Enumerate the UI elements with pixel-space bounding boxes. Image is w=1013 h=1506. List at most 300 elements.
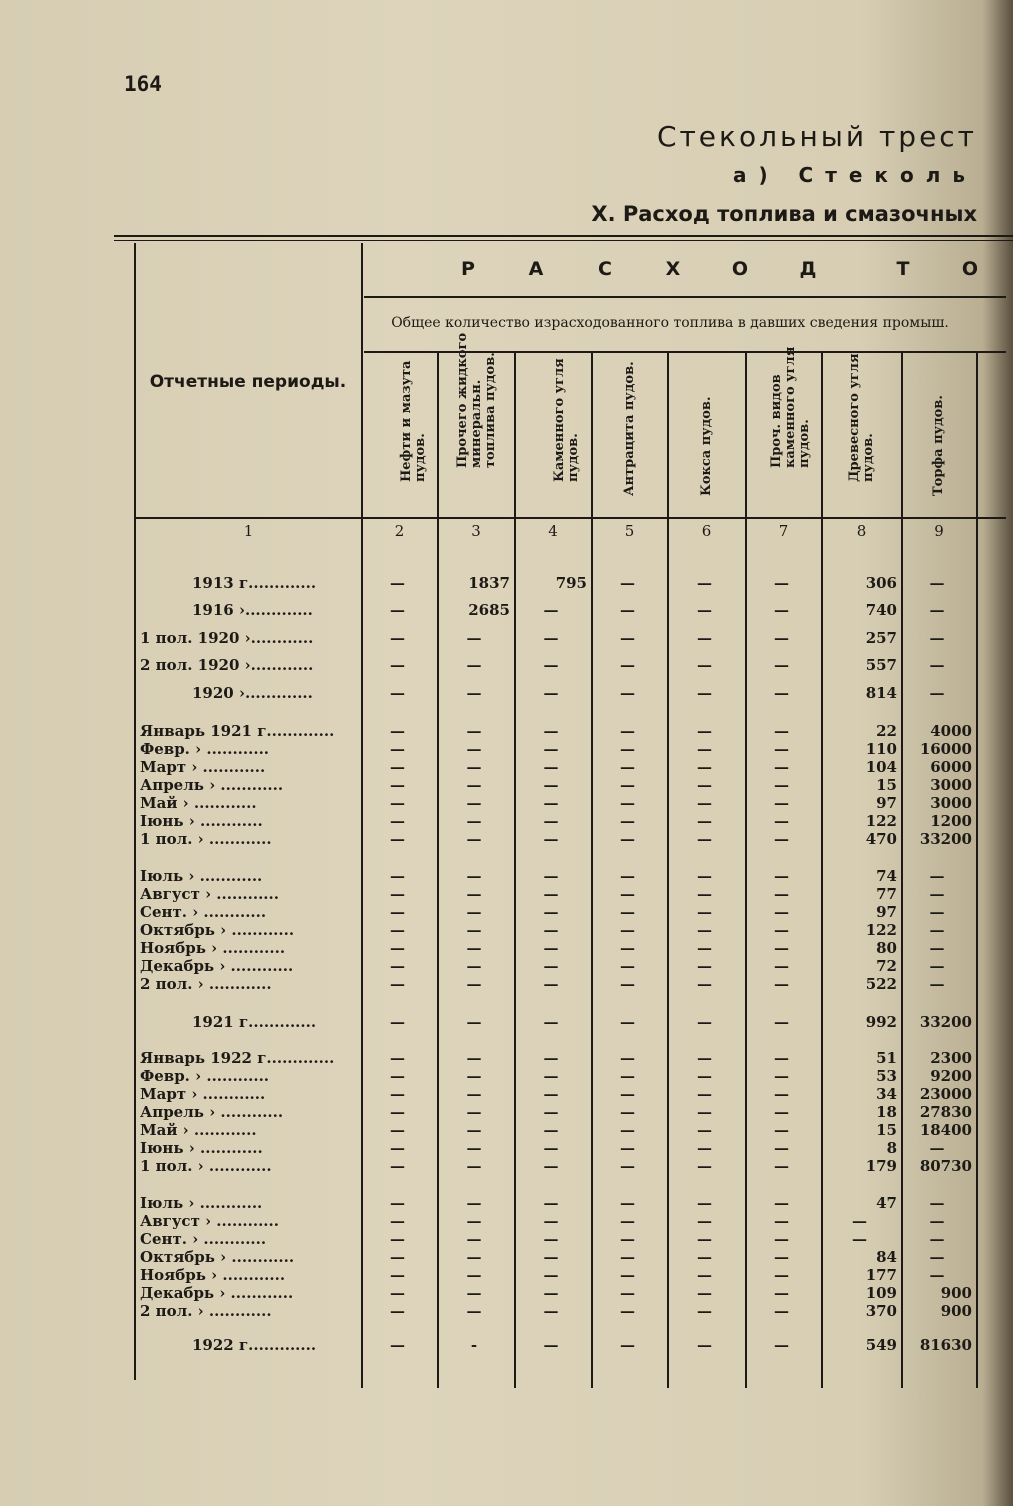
table-cell: — bbox=[620, 830, 635, 848]
table-cell: — bbox=[774, 1284, 789, 1302]
period-label: Май › ............ bbox=[140, 794, 257, 812]
table-cell: — bbox=[543, 629, 559, 647]
table-cell: — bbox=[390, 975, 405, 993]
table-cell: — bbox=[697, 1194, 712, 1212]
period-label: Март › ............ bbox=[140, 1085, 266, 1103]
top-double-rule bbox=[114, 235, 1013, 237]
column-heading: Проч. видов каменного угля пудов. bbox=[768, 346, 812, 468]
table-cell: — bbox=[929, 975, 945, 993]
table-cell: — bbox=[697, 776, 712, 794]
table-cell: — bbox=[390, 830, 405, 848]
table-cell: — bbox=[697, 1336, 712, 1354]
table-cell: — bbox=[620, 574, 635, 592]
period-label: Сент. › ............ bbox=[140, 1230, 267, 1248]
column-number: 8 bbox=[856, 522, 867, 540]
table-cell: — bbox=[466, 740, 482, 758]
table-cell: 179 bbox=[865, 1157, 897, 1175]
period-label: 1916 ›............. bbox=[192, 601, 313, 619]
page-subtitle: а) Стеколь bbox=[732, 163, 977, 187]
table-cell: 81630 bbox=[919, 1336, 972, 1354]
period-label: Май › ............ bbox=[140, 1121, 257, 1139]
table-cell: — bbox=[774, 794, 789, 812]
table-cell: 470 bbox=[865, 830, 897, 848]
table-cell: — bbox=[390, 1139, 405, 1157]
table-cell: — bbox=[466, 794, 482, 812]
table-cell: — bbox=[620, 1067, 635, 1085]
period-label: Январь 1922 г............. bbox=[140, 1049, 335, 1067]
table-cell: — bbox=[697, 656, 712, 674]
table-cell: — bbox=[929, 629, 945, 647]
period-label: Август › ............ bbox=[140, 885, 279, 903]
table-cell: 900 bbox=[940, 1302, 972, 1320]
period-label: 1913 г............. bbox=[192, 574, 317, 592]
table-cell: — bbox=[620, 812, 635, 830]
column-heading: Антрацита пудов. bbox=[621, 361, 637, 496]
period-label: 1 пол. › ............ bbox=[140, 1157, 272, 1175]
table-cell: — bbox=[390, 1212, 405, 1230]
table-cell: 18400 bbox=[919, 1121, 972, 1139]
table-cell: — bbox=[390, 1266, 405, 1284]
table-cell: — bbox=[697, 1284, 712, 1302]
column-heading: Нефти и мазута пудов. bbox=[398, 360, 428, 482]
table-cell: — bbox=[390, 1067, 405, 1085]
section-title: X. Расход топлива и смазочных bbox=[591, 202, 977, 226]
table-cell: 740 bbox=[865, 601, 897, 619]
period-label: Октябрь › ............ bbox=[140, 1248, 295, 1266]
table-cell: 47 bbox=[876, 1194, 897, 1212]
table-cell: — bbox=[929, 1194, 945, 1212]
table-cell: 992 bbox=[865, 1013, 897, 1031]
table-cell: — bbox=[774, 601, 789, 619]
table-cell: — bbox=[697, 601, 712, 619]
table-cell: — bbox=[774, 1085, 789, 1103]
table-cell: — bbox=[466, 1121, 482, 1139]
table-left-border bbox=[134, 243, 136, 1380]
table-cell: — bbox=[620, 1103, 635, 1121]
table-cell: — bbox=[774, 957, 789, 975]
table-cell: — bbox=[466, 1248, 482, 1266]
table-cell: — bbox=[466, 684, 482, 702]
table-cell: — bbox=[543, 1248, 559, 1266]
table-cell: 3000 bbox=[930, 794, 972, 812]
table-cell: — bbox=[929, 957, 945, 975]
table-cell: — bbox=[929, 601, 945, 619]
table-cell: — bbox=[466, 1049, 482, 1067]
table-cell: 557 bbox=[865, 656, 897, 674]
table-cell: — bbox=[620, 1139, 635, 1157]
table-cell: — bbox=[697, 1266, 712, 1284]
table-cell: — bbox=[390, 1230, 405, 1248]
table-cell: — bbox=[852, 1212, 867, 1230]
table-cell: 109 bbox=[865, 1284, 897, 1302]
table-cell: — bbox=[390, 1194, 405, 1212]
table-cell: — bbox=[543, 1013, 559, 1031]
table-cell: — bbox=[543, 1336, 559, 1354]
table-cell: — bbox=[774, 1230, 789, 1248]
table-cell: — bbox=[390, 1049, 405, 1067]
rashod-letter: Х bbox=[665, 258, 681, 280]
table-cell: — bbox=[466, 656, 482, 674]
table-cell: — bbox=[390, 903, 405, 921]
table-cell: — bbox=[697, 1230, 712, 1248]
table-cell: 23000 bbox=[919, 1085, 972, 1103]
table-cell: — bbox=[390, 758, 405, 776]
table-cell: — bbox=[774, 1194, 789, 1212]
table-cell: — bbox=[466, 885, 482, 903]
table-cell: — bbox=[620, 1212, 635, 1230]
table-cell: — bbox=[466, 776, 482, 794]
rashod-rule bbox=[364, 296, 1006, 298]
table-cell: — bbox=[620, 867, 635, 885]
column-number: 9 bbox=[934, 522, 944, 540]
table-cell: — bbox=[774, 921, 789, 939]
period-label: 1921 г............. bbox=[192, 1013, 317, 1031]
table-cell: 6000 bbox=[930, 758, 972, 776]
table-cell: — bbox=[774, 1067, 789, 1085]
table-cell: 27830 bbox=[919, 1103, 972, 1121]
table-cell: — bbox=[543, 903, 559, 921]
table-cell: — bbox=[774, 1302, 789, 1320]
table-cell: — bbox=[466, 939, 482, 957]
period-label: Август › ............ bbox=[140, 1212, 279, 1230]
table-cell: — bbox=[466, 1085, 482, 1103]
table-cell: — bbox=[774, 1121, 789, 1139]
table-cell: — bbox=[620, 1248, 635, 1266]
table-cell: — bbox=[543, 1302, 559, 1320]
table-cell: — bbox=[774, 830, 789, 848]
period-label: Сент. › ............ bbox=[140, 903, 267, 921]
table-cell: 80 bbox=[876, 939, 897, 957]
table-cell: — bbox=[390, 722, 405, 740]
table-cell: — bbox=[852, 1230, 867, 1248]
table-cell: — bbox=[466, 957, 482, 975]
table-cell: — bbox=[620, 1085, 635, 1103]
table-cell: — bbox=[620, 794, 635, 812]
table-cell: — bbox=[466, 975, 482, 993]
table-cell: 74 bbox=[876, 867, 897, 885]
table-cell: — bbox=[390, 1302, 405, 1320]
table-cell: 22 bbox=[876, 722, 897, 740]
column-number: 1 bbox=[243, 522, 254, 540]
table-cell: — bbox=[620, 722, 635, 740]
table-cell: — bbox=[390, 1013, 405, 1031]
table-cell: — bbox=[390, 794, 405, 812]
table-cell: — bbox=[620, 1336, 635, 1354]
rashod-letter: С bbox=[598, 258, 612, 280]
table-cell: 97 bbox=[876, 903, 897, 921]
table-cell: — bbox=[774, 812, 789, 830]
table-cell: — bbox=[697, 939, 712, 957]
table-cell: — bbox=[620, 776, 635, 794]
table-cell: 2685 bbox=[468, 601, 510, 619]
table-cell: 72 bbox=[876, 957, 897, 975]
table-cell: 15 bbox=[876, 776, 897, 794]
table-cell: — bbox=[774, 1336, 789, 1354]
table-cell: — bbox=[620, 1013, 635, 1031]
table-cell: — bbox=[774, 1266, 789, 1284]
period-label: 1 пол. 1920 ›............ bbox=[140, 629, 314, 647]
table-cell: — bbox=[620, 975, 635, 993]
period-label: Іюль › ............ bbox=[140, 867, 263, 885]
table-cell: — bbox=[466, 1139, 482, 1157]
table-cell: 33200 bbox=[919, 1013, 972, 1031]
table-cell: — bbox=[390, 939, 405, 957]
table-cell: — bbox=[620, 1266, 635, 1284]
table-cell: — bbox=[543, 1212, 559, 1230]
table-cell: — bbox=[543, 830, 559, 848]
table-cell: — bbox=[466, 1212, 482, 1230]
table-cell: — bbox=[774, 656, 789, 674]
table-cell: — bbox=[774, 1013, 789, 1031]
table-cell: — bbox=[466, 1230, 482, 1248]
table-cell: — bbox=[697, 830, 712, 848]
table-cell: — bbox=[697, 957, 712, 975]
table-cell: — bbox=[620, 921, 635, 939]
table-cell: 1837 bbox=[468, 574, 510, 592]
table-cell: — bbox=[543, 758, 559, 776]
period-label: Ноябрь › ............ bbox=[140, 1266, 286, 1284]
table-cell: — bbox=[543, 885, 559, 903]
table-cell: — bbox=[543, 1157, 559, 1175]
top-double-rule-2 bbox=[114, 240, 1013, 241]
table-cell: — bbox=[774, 629, 789, 647]
table-cell: — bbox=[466, 903, 482, 921]
table-cell: — bbox=[620, 1230, 635, 1248]
column-heading: Древесного угля пудов. bbox=[846, 353, 876, 482]
table-cell: — bbox=[774, 1157, 789, 1175]
table-cell: — bbox=[390, 885, 405, 903]
period-column-heading: Отчетные периоды. bbox=[149, 372, 347, 392]
table-cell: 306 bbox=[865, 574, 897, 592]
table-cell: — bbox=[620, 684, 635, 702]
period-label: Іюнь › ............ bbox=[140, 812, 263, 830]
table-cell: — bbox=[697, 1049, 712, 1067]
header-bottom-rule bbox=[136, 517, 1006, 519]
table-cell: 4000 bbox=[930, 722, 972, 740]
table-cell: 177 bbox=[865, 1266, 897, 1284]
table-cell: — bbox=[390, 957, 405, 975]
table-cell: — bbox=[620, 957, 635, 975]
table-cell: — bbox=[774, 867, 789, 885]
table-cell: — bbox=[543, 1085, 559, 1103]
table-cell: — bbox=[620, 656, 635, 674]
table-cell: — bbox=[390, 629, 405, 647]
table-cell: — bbox=[774, 740, 789, 758]
column-number: 2 bbox=[394, 522, 405, 540]
column-number: 7 bbox=[778, 522, 789, 540]
column-heading: Каменного угля пудов. bbox=[552, 358, 581, 482]
table-cell: — bbox=[620, 601, 635, 619]
table-cell: — bbox=[929, 656, 945, 674]
table-cell: — bbox=[620, 1302, 635, 1320]
table-cell: — bbox=[466, 1284, 482, 1302]
column-heading: Торфа пудов. bbox=[931, 395, 946, 496]
table-cell: — bbox=[774, 939, 789, 957]
table-cell: 900 bbox=[940, 1284, 972, 1302]
table-cell: — bbox=[620, 758, 635, 776]
table-cell: — bbox=[390, 1336, 405, 1354]
table-cell: — bbox=[390, 574, 405, 592]
table-cell: 104 bbox=[865, 758, 897, 776]
table-cell: — bbox=[774, 574, 789, 592]
table-cell: 8 bbox=[886, 1139, 897, 1157]
column-heading: Прочего жидкого минеральн. топлива пудов. bbox=[455, 332, 498, 468]
table-cell: — bbox=[697, 722, 712, 740]
table-cell: — bbox=[697, 740, 712, 758]
table-cell: — bbox=[697, 1139, 712, 1157]
rashod-letter: Д bbox=[799, 258, 817, 280]
period-label: Апрель › ............ bbox=[140, 776, 284, 794]
table-cell: — bbox=[697, 1103, 712, 1121]
table-cell: — bbox=[697, 1302, 712, 1320]
table-cell: — bbox=[620, 1157, 635, 1175]
table-cell: — bbox=[543, 1139, 559, 1157]
table-cell: 814 bbox=[865, 684, 897, 702]
table-cell: — bbox=[697, 794, 712, 812]
table-cell: — bbox=[697, 1157, 712, 1175]
period-label: Март › ............ bbox=[140, 758, 266, 776]
period-label: Іюль › ............ bbox=[140, 1194, 263, 1212]
table-cell: — bbox=[697, 867, 712, 885]
table-cell: — bbox=[543, 1266, 559, 1284]
period-label: 1920 ›............. bbox=[192, 684, 313, 702]
table-cell: — bbox=[466, 812, 482, 830]
table-cell: 522 bbox=[865, 975, 897, 993]
period-label: 1 пол. › ............ bbox=[140, 830, 272, 848]
table-cell: — bbox=[929, 684, 945, 702]
table-cell: 34 bbox=[876, 1085, 897, 1103]
table-cell: — bbox=[390, 921, 405, 939]
table-cell: — bbox=[390, 1284, 405, 1302]
table-cell: — bbox=[774, 975, 789, 993]
table-cell: — bbox=[697, 1085, 712, 1103]
table-cell: — bbox=[466, 722, 482, 740]
table-cell: — bbox=[697, 1248, 712, 1266]
table-cell: — bbox=[697, 629, 712, 647]
table-cell: — bbox=[543, 957, 559, 975]
table-cell: — bbox=[390, 601, 405, 619]
table-cell: — bbox=[929, 1230, 945, 1248]
table-cell: 9200 bbox=[930, 1067, 972, 1085]
table-cell: — bbox=[543, 1103, 559, 1121]
table-cell: — bbox=[390, 1248, 405, 1266]
table-cell: — bbox=[697, 1067, 712, 1085]
table-cell: — bbox=[774, 776, 789, 794]
table-cell: 16000 bbox=[919, 740, 972, 758]
column-number: 5 bbox=[624, 522, 635, 540]
table-cell: — bbox=[697, 758, 712, 776]
table-cell: — bbox=[543, 656, 559, 674]
period-label: Декабрь › ............ bbox=[140, 957, 294, 975]
table-cell: 33200 bbox=[919, 830, 972, 848]
table-cell: — bbox=[543, 867, 559, 885]
rashod-heading bbox=[0, 258, 1013, 284]
table-cell: 53 bbox=[876, 1067, 897, 1085]
table-cell: — bbox=[774, 1049, 789, 1067]
table-cell: — bbox=[390, 812, 405, 830]
table-cell: — bbox=[543, 1067, 559, 1085]
table-cell: — bbox=[543, 939, 559, 957]
period-label: Январь 1921 г............. bbox=[140, 722, 335, 740]
table-cell: — bbox=[466, 1266, 482, 1284]
table-cell: — bbox=[697, 574, 712, 592]
table-cell: 97 bbox=[876, 794, 897, 812]
period-label: Апрель › ............ bbox=[140, 1103, 284, 1121]
table-cell: — bbox=[620, 903, 635, 921]
rashod-letter: А bbox=[528, 258, 544, 280]
table-cell: — bbox=[390, 684, 405, 702]
table-cell: — bbox=[697, 885, 712, 903]
rashod-letter: Р bbox=[461, 258, 475, 280]
table-cell: — bbox=[929, 903, 945, 921]
table-cell: — bbox=[620, 1284, 635, 1302]
period-label: 2 пол. › ............ bbox=[140, 1302, 272, 1320]
table-cell: 80730 bbox=[919, 1157, 972, 1175]
table-cell: — bbox=[390, 1121, 405, 1139]
table-cell: — bbox=[620, 1049, 635, 1067]
table-cell: 2300 bbox=[930, 1049, 972, 1067]
table-cell: — bbox=[543, 921, 559, 939]
period-label: 1922 г............. bbox=[192, 1336, 317, 1354]
table-cell: — bbox=[390, 1085, 405, 1103]
table-cell: — bbox=[390, 740, 405, 758]
table-cell: — bbox=[697, 921, 712, 939]
table-cell: — bbox=[929, 867, 945, 885]
table-cell: — bbox=[697, 903, 712, 921]
table-cell: 1200 bbox=[930, 812, 972, 830]
table-cell: 795 bbox=[555, 574, 587, 592]
table-cell: — bbox=[543, 740, 559, 758]
table-cell: — bbox=[929, 1266, 945, 1284]
table-cell: — bbox=[929, 574, 945, 592]
table-cell: — bbox=[620, 1194, 635, 1212]
table-cell: — bbox=[543, 1230, 559, 1248]
table-cell: — bbox=[543, 776, 559, 794]
table-cell: — bbox=[620, 629, 635, 647]
table-cell: — bbox=[390, 1103, 405, 1121]
table-cell: — bbox=[697, 1212, 712, 1230]
table-cell: — bbox=[620, 1121, 635, 1139]
table-cell: 51 bbox=[876, 1049, 897, 1067]
table-cell: — bbox=[543, 812, 559, 830]
table-cell: — bbox=[774, 885, 789, 903]
period-label: Октябрь › ............ bbox=[140, 921, 295, 939]
table-cell: 3000 bbox=[930, 776, 972, 794]
table-cell: — bbox=[774, 1139, 789, 1157]
column-heading: Кокса пудов. bbox=[698, 396, 714, 496]
period-label: Іюнь › ............ bbox=[140, 1139, 263, 1157]
table-cell: — bbox=[543, 794, 559, 812]
table-cell: — bbox=[390, 656, 405, 674]
table-cell: 77 bbox=[876, 885, 897, 903]
table-cell: — bbox=[774, 1248, 789, 1266]
period-label: Февр. › ............ bbox=[140, 1067, 270, 1085]
table-cell: — bbox=[620, 885, 635, 903]
period-label: 2 пол. 1920 ›............ bbox=[140, 656, 314, 674]
table-cell: — bbox=[390, 1157, 405, 1175]
table-cell: — bbox=[390, 776, 405, 794]
table-cell: 549 bbox=[865, 1336, 897, 1354]
table-cell: — bbox=[466, 1013, 482, 1031]
table-cell: 18 bbox=[876, 1103, 897, 1121]
table-cell: — bbox=[697, 812, 712, 830]
table-cell: — bbox=[929, 885, 945, 903]
table-cell: — bbox=[543, 1284, 559, 1302]
table-cell: — bbox=[929, 939, 945, 957]
table-cell: — bbox=[929, 1212, 945, 1230]
table-cell: — bbox=[774, 1103, 789, 1121]
table-cell: — bbox=[543, 684, 559, 702]
